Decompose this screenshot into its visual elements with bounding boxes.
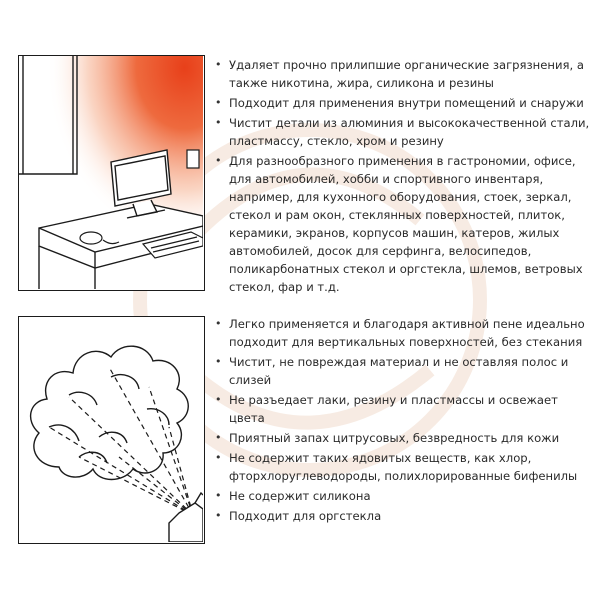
- feature-item: • Легко применяется и благодаря активной пене идеально подходит для вертикальных поверхностей, без стекания: [213, 315, 597, 351]
- feature-item: • Подходит для оргстекла: [213, 507, 597, 525]
- office-desk-monitor-icon: [19, 56, 203, 289]
- feature-item: • Не разъедает лаки, резину и пластмассы и освежает цвета: [213, 391, 597, 427]
- feature-item: • Подходит для применения внутри помещений и снаружи: [213, 94, 597, 112]
- feature-item: • Удаляет прочно прилипшие органические загрязнения, а также никотина, жира, силикона и резины: [213, 56, 597, 92]
- feature-item: • Не содержит таких ядовитых веществ, как хлор, фторхлоруглеводороды, полихлорированные бифенилы: [213, 449, 597, 485]
- feature-item: • Не содержит силикона: [213, 487, 597, 505]
- feature-item: • Для разнообразного применения в гастрономии, офисе, для автомобилей, хобби и спортивного инвентаря, например, для кухонного оборудования, стоек, зеркал, стекол и рам окон, стеклянных поверхностей, плиток, керамики, экранов, корпусов машин, катеров, жилых автомобилей, досок для серфинга, велосипедов, поликарбонатных стекол и оргстекла, шлемов, ветровых стекол, фар и т.д.: [213, 152, 597, 296]
- office-desk-illustration: [18, 55, 205, 291]
- feature-item: • Чистит, не повреждая материал и не оставляя полос и слизей: [213, 353, 597, 389]
- foam-spray-illustration: [18, 316, 205, 544]
- features-list-top: [213, 56, 597, 298]
- feature-item: • Чистит детали из алюминия и высококачественной стали, пластмассу, стекло, хром и резину: [213, 114, 597, 150]
- features-list-bottom: [213, 315, 597, 527]
- foam-spray-icon: [19, 317, 203, 542]
- feature-item: • Приятный запах цитрусовых, безвредность для кожи: [213, 429, 597, 447]
